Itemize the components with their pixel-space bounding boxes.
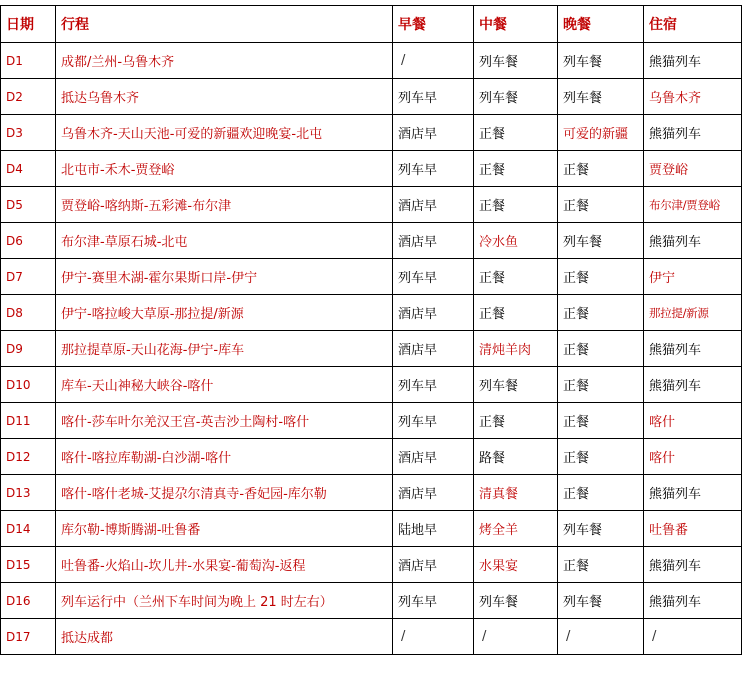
lodging-cell: 那拉提/新源 bbox=[644, 295, 742, 331]
dinner-cell: 正餐 bbox=[558, 475, 644, 511]
dinner-cell: 正餐 bbox=[558, 295, 644, 331]
route-cell: 那拉提草原-天山花海-伊宁-库车 bbox=[56, 331, 393, 367]
table-row bbox=[1, 439, 742, 475]
header-route: 行程 bbox=[56, 6, 393, 43]
route-cell: 喀什-喀拉库勒湖-白沙湖-喀什 bbox=[56, 439, 393, 475]
route-cell: 成都/兰州-乌鲁木齐 bbox=[56, 43, 393, 79]
lodging-cell: 熊猫列车 bbox=[644, 331, 742, 367]
breakfast-cell: 酒店早 bbox=[393, 439, 474, 475]
route-cell: 抵达乌鲁木齐 bbox=[56, 79, 393, 115]
dinner-cell: 正餐 bbox=[558, 151, 644, 187]
breakfast-cell: 酒店早 bbox=[393, 115, 474, 151]
table-row bbox=[1, 619, 742, 655]
day-cell: D12 bbox=[1, 439, 56, 475]
dinner-cell: 正餐 bbox=[558, 547, 644, 583]
route-cell: 北屯市-禾木-贾登峪 bbox=[56, 151, 393, 187]
table-row bbox=[1, 151, 742, 187]
lodging-cell: 喀什 bbox=[644, 403, 742, 439]
breakfast-cell: 陆地早 bbox=[393, 511, 474, 547]
route-cell: 乌鲁木齐-天山天池-可爱的新疆欢迎晚宴-北屯 bbox=[56, 115, 393, 151]
table-row bbox=[1, 583, 742, 619]
day-cell: D13 bbox=[1, 475, 56, 511]
lodging-cell: 乌鲁木齐 bbox=[644, 79, 742, 115]
lodging-cell: 喀什 bbox=[644, 439, 742, 475]
lunch-cell: 清真餐 bbox=[474, 475, 558, 511]
lodging-cell: 伊宁 bbox=[644, 259, 742, 295]
breakfast-cell: 列车早 bbox=[393, 79, 474, 115]
breakfast-cell: 酒店早 bbox=[393, 475, 474, 511]
lunch-cell: 列车餐 bbox=[474, 43, 558, 79]
route-cell: 列车运行中（兰州下车时间为晚上 21 时左右） bbox=[56, 583, 393, 619]
day-cell: D11 bbox=[1, 403, 56, 439]
lunch-cell: 列车餐 bbox=[474, 79, 558, 115]
lodging-cell: 熊猫列车 bbox=[644, 583, 742, 619]
lodging-cell: 熊猫列车 bbox=[644, 367, 742, 403]
day-cell: D1 bbox=[1, 43, 56, 79]
table-row bbox=[1, 403, 742, 439]
table-row bbox=[1, 187, 742, 223]
lunch-cell: 水果宴 bbox=[474, 547, 558, 583]
lodging-cell: 贾登峪 bbox=[644, 151, 742, 187]
lunch-cell: 正餐 bbox=[474, 259, 558, 295]
breakfast-cell: 酒店早 bbox=[393, 187, 474, 223]
breakfast-cell: / bbox=[393, 43, 474, 79]
dinner-cell: 列车餐 bbox=[558, 511, 644, 547]
lodging-cell: 熊猫列车 bbox=[644, 475, 742, 511]
route-cell: 抵达成都 bbox=[56, 619, 393, 655]
table-row bbox=[1, 223, 742, 259]
header-breakfast: 早餐 bbox=[393, 6, 474, 43]
table-row bbox=[1, 547, 742, 583]
dinner-cell: 列车餐 bbox=[558, 79, 644, 115]
header-dinner: 晚餐 bbox=[558, 6, 644, 43]
breakfast-cell: / bbox=[393, 619, 474, 655]
day-cell: D14 bbox=[1, 511, 56, 547]
route-cell: 库车-天山神秘大峡谷-喀什 bbox=[56, 367, 393, 403]
lunch-cell: 路餐 bbox=[474, 439, 558, 475]
table-row bbox=[1, 259, 742, 295]
lunch-cell: 冷水鱼 bbox=[474, 223, 558, 259]
lunch-cell: 正餐 bbox=[474, 187, 558, 223]
breakfast-cell: 列车早 bbox=[393, 151, 474, 187]
day-cell: D2 bbox=[1, 79, 56, 115]
day-cell: D15 bbox=[1, 547, 56, 583]
table-row bbox=[1, 475, 742, 511]
lodging-cell: 熊猫列车 bbox=[644, 547, 742, 583]
day-cell: D4 bbox=[1, 151, 56, 187]
breakfast-cell: 酒店早 bbox=[393, 331, 474, 367]
lunch-cell: / bbox=[474, 619, 558, 655]
table-row bbox=[1, 511, 742, 547]
lunch-cell: 列车餐 bbox=[474, 583, 558, 619]
lunch-cell: 列车餐 bbox=[474, 367, 558, 403]
route-cell: 伊宁-赛里木湖-霍尔果斯口岸-伊宁 bbox=[56, 259, 393, 295]
dinner-cell: 列车餐 bbox=[558, 43, 644, 79]
day-cell: D10 bbox=[1, 367, 56, 403]
day-cell: D17 bbox=[1, 619, 56, 655]
dinner-cell: 可爱的新疆 bbox=[558, 115, 644, 151]
day-cell: D6 bbox=[1, 223, 56, 259]
breakfast-cell: 列车早 bbox=[393, 403, 474, 439]
dinner-cell: 正餐 bbox=[558, 439, 644, 475]
dinner-cell: / bbox=[558, 619, 644, 655]
day-cell: D9 bbox=[1, 331, 56, 367]
lunch-cell: 正餐 bbox=[474, 115, 558, 151]
route-cell: 吐鲁番-火焰山-坎儿井-水果宴-葡萄沟-返程 bbox=[56, 547, 393, 583]
header-lodging: 住宿 bbox=[644, 6, 742, 43]
header-date: 日期 bbox=[1, 6, 56, 43]
dinner-cell: 正餐 bbox=[558, 259, 644, 295]
header-row bbox=[1, 6, 742, 43]
route-cell: 库尔勒-博斯腾湖-吐鲁番 bbox=[56, 511, 393, 547]
table-row bbox=[1, 115, 742, 151]
dinner-cell: 正餐 bbox=[558, 331, 644, 367]
header-lunch: 中餐 bbox=[474, 6, 558, 43]
lodging-cell: 布尔津/贾登峪 bbox=[644, 187, 742, 223]
route-cell: 喀什-莎车叶尔羌汉王宫-英吉沙土陶村-喀什 bbox=[56, 403, 393, 439]
lodging-cell: / bbox=[644, 619, 742, 655]
table-row bbox=[1, 79, 742, 115]
route-cell: 贾登峪-喀纳斯-五彩滩-布尔津 bbox=[56, 187, 393, 223]
dinner-cell: 列车餐 bbox=[558, 223, 644, 259]
lunch-cell: 正餐 bbox=[474, 151, 558, 187]
breakfast-cell: 列车早 bbox=[393, 259, 474, 295]
route-cell: 布尔津-草原石城-北屯 bbox=[56, 223, 393, 259]
day-cell: D3 bbox=[1, 115, 56, 151]
lodging-cell: 熊猫列车 bbox=[644, 43, 742, 79]
route-cell: 伊宁-喀拉峻大草原-那拉提/新源 bbox=[56, 295, 393, 331]
dinner-cell: 正餐 bbox=[558, 187, 644, 223]
table-row bbox=[1, 331, 742, 367]
lunch-cell: 正餐 bbox=[474, 403, 558, 439]
route-cell: 喀什-喀什老城-艾提尕尔清真寺-香妃园-库尔勒 bbox=[56, 475, 393, 511]
breakfast-cell: 酒店早 bbox=[393, 295, 474, 331]
lodging-cell: 熊猫列车 bbox=[644, 115, 742, 151]
day-cell: D7 bbox=[1, 259, 56, 295]
dinner-cell: 正餐 bbox=[558, 367, 644, 403]
lunch-cell: 清炖羊肉 bbox=[474, 331, 558, 367]
lunch-cell: 烤全羊 bbox=[474, 511, 558, 547]
breakfast-cell: 列车早 bbox=[393, 583, 474, 619]
lodging-cell: 吐鲁番 bbox=[644, 511, 742, 547]
table-row bbox=[1, 367, 742, 403]
dinner-cell: 列车餐 bbox=[558, 583, 644, 619]
itinerary-table bbox=[0, 5, 742, 655]
day-cell: D16 bbox=[1, 583, 56, 619]
breakfast-cell: 列车早 bbox=[393, 367, 474, 403]
lodging-cell: 熊猫列车 bbox=[644, 223, 742, 259]
lunch-cell: 正餐 bbox=[474, 295, 558, 331]
table-row bbox=[1, 43, 742, 79]
breakfast-cell: 酒店早 bbox=[393, 547, 474, 583]
day-cell: D8 bbox=[1, 295, 56, 331]
table-row bbox=[1, 295, 742, 331]
dinner-cell: 正餐 bbox=[558, 403, 644, 439]
day-cell: D5 bbox=[1, 187, 56, 223]
breakfast-cell: 酒店早 bbox=[393, 223, 474, 259]
